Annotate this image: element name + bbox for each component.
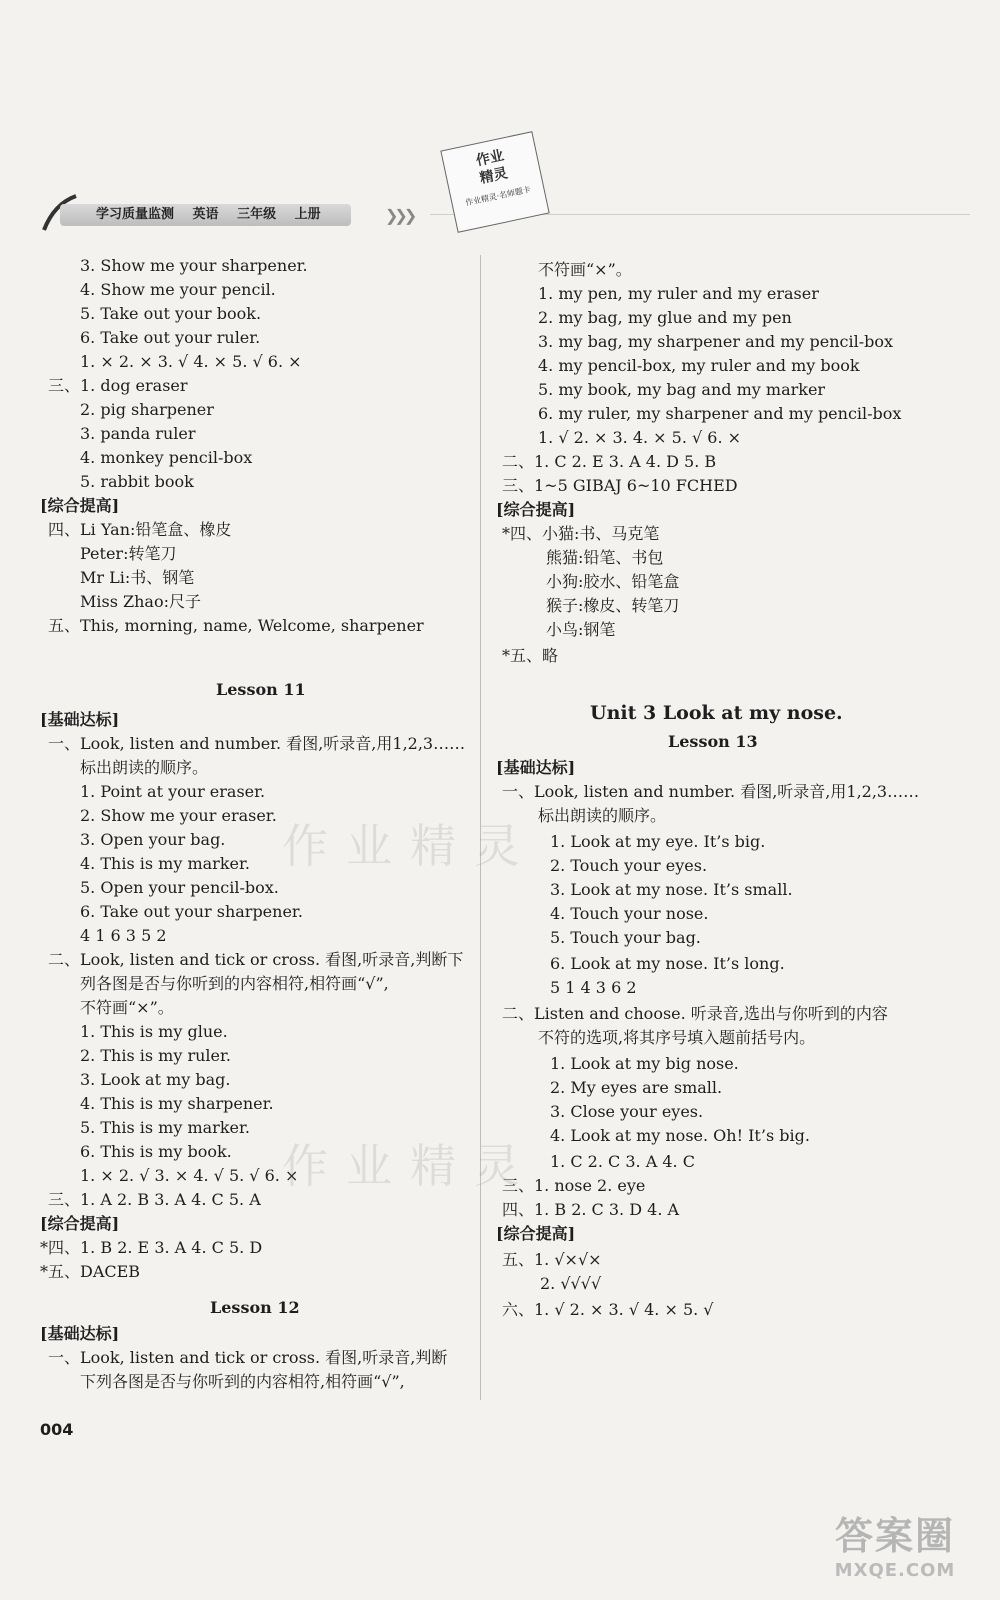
stamp-line2: 精灵 — [478, 165, 510, 187]
answer-line: 1. This is my glue. — [80, 1022, 228, 1041]
answer-line: 熊猫:铅笔、书包 — [546, 548, 664, 567]
section-label: [综合提高] — [496, 500, 576, 519]
answer-line: 小鸟:钢笔 — [546, 620, 616, 639]
answer-line: 6. Take out your ruler. — [80, 328, 261, 347]
answer-line: Mr Li:书、钢笔 — [80, 568, 195, 587]
answer-line: 六、1. √ 2. × 3. √ 4. × 5. √ — [502, 1300, 714, 1319]
answer-line: 1. my pen, my ruler and my eraser — [538, 284, 819, 303]
answer-line: 2. √√√√ — [540, 1274, 602, 1293]
unit-3-title: Unit 3 Look at my nose. — [590, 702, 843, 724]
answer-line: 五、1. √×√× — [502, 1250, 602, 1269]
stamp-line1: 作业 — [474, 147, 506, 170]
section-label: [基础达标] — [40, 1324, 120, 1343]
answer-line: 2. This is my ruler. — [80, 1046, 231, 1065]
answer-line: 五、This, morning, name, Welcome, sharpener — [48, 616, 424, 635]
answer-line: 2. Show me your eraser. — [80, 806, 277, 825]
answer-line: 1. Look at my eye. It’s big. — [550, 832, 766, 851]
corner-logo-sub: MXQE.COM — [834, 1560, 956, 1581]
page-number: 004 — [40, 1420, 74, 1439]
answer-line: 5. Take out your book. — [80, 304, 262, 323]
answer-line: 1. C 2. C 3. A 4. C — [550, 1152, 695, 1171]
answer-line: *四、1. B 2. E 3. A 4. C 5. D — [40, 1238, 263, 1257]
answer-line: 四、1. B 2. C 3. D 4. A — [502, 1200, 680, 1219]
answer-line: 4 1 6 3 5 2 — [80, 926, 167, 945]
header-pill — [60, 204, 351, 226]
answer-line: 4. Show me your pencil. — [80, 280, 276, 299]
answer-line: 四、Li Yan:铅笔盒、橡皮 — [48, 520, 232, 539]
answer-line: 3. my bag, my sharpener and my pencil-box — [538, 332, 894, 351]
header-bar — [40, 200, 420, 230]
stamp-line3: 作业精灵·名师题卡 — [464, 184, 532, 208]
answer-line: 不符画“×”。 — [538, 260, 632, 279]
answer-line: 4. monkey pencil-box — [80, 448, 253, 467]
answer-line: 三、1. A 2. B 3. A 4. C 5. A — [48, 1190, 261, 1209]
answer-line: Miss Zhao:尺子 — [80, 592, 201, 611]
answer-line: 三、1. dog eraser — [48, 376, 188, 395]
section-label: [基础达标] — [40, 710, 120, 729]
section-label: [综合提高] — [40, 496, 120, 515]
header-volume: 上册 — [294, 207, 321, 222]
answer-line: 一、Look, listen and tick or cross. 看图,听录音,判断 — [48, 1348, 448, 1367]
corner-logo — [810, 1505, 980, 1595]
answer-line: 5. Open your pencil-box. — [80, 878, 279, 897]
lesson-13-title: Lesson 13 — [668, 732, 758, 751]
stamp-logo — [440, 131, 549, 233]
answer-line: 下列各图是否与你听到的内容相符,相符画“√”, — [80, 1372, 405, 1391]
header-series: 学习质量监测 — [96, 207, 175, 222]
answer-line: 不符画“×”。 — [80, 998, 174, 1017]
answer-line: 6. my ruler, my sharpener and my pencil-box — [538, 404, 902, 423]
watermark: 作业精灵 — [282, 819, 538, 873]
answer-line: 一、Look, listen and number. 看图,听录音,用1,2,3…… — [502, 782, 920, 801]
answer-line: 5. rabbit book — [80, 472, 194, 491]
answer-line: 3. panda ruler — [80, 424, 196, 443]
answer-line: 2. My eyes are small. — [550, 1078, 723, 1097]
answer-line: 1. Point at your eraser. — [80, 782, 266, 801]
corner-logo-main: 答案圈 — [834, 1514, 955, 1558]
answer-line: *四、小猫:书、马克笔 — [502, 524, 660, 543]
answer-line: 标出朗读的顺序。 — [80, 758, 209, 777]
answer-line: 三、1. nose 2. eye — [502, 1176, 646, 1195]
answer-line: *五、DACEB — [40, 1262, 141, 1281]
answer-line: 2. pig sharpener — [80, 400, 214, 419]
chevron-right-icon: ❯❯❯ — [385, 206, 414, 225]
answer-line: 3. Look at my bag. — [80, 1070, 231, 1089]
section-label: [综合提高] — [40, 1214, 120, 1233]
answer-line: 4. my pencil-box, my ruler and my book — [538, 356, 860, 375]
answer-line: 1. Look at my big nose. — [550, 1054, 739, 1073]
answer-line: 2. my bag, my glue and my pen — [538, 308, 792, 327]
lesson-12-title: Lesson 12 — [210, 1298, 300, 1317]
answer-line: 2. Touch your eyes. — [550, 856, 708, 875]
answer-line: 猴子:橡皮、转笔刀 — [546, 596, 680, 615]
watermark: 作业精灵 — [282, 1139, 538, 1193]
answer-line: 6. Take out your sharpener. — [80, 902, 303, 921]
answer-line: 一、Look, listen and number. 看图,听录音,用1,2,3…… — [48, 734, 466, 753]
answer-line: 4. Look at my nose. Oh! It’s big. — [550, 1126, 810, 1145]
answer-line: 5. my book, my bag and my marker — [538, 380, 826, 399]
answer-line: 列各图是否与你听到的内容相符,相符画“√”, — [80, 974, 389, 993]
answer-line: 3. Close your eyes. — [550, 1102, 704, 1121]
answer-line: 标出朗读的顺序。 — [538, 806, 667, 825]
answer-line: 6. Look at my nose. It’s long. — [550, 954, 785, 973]
answer-line: 1. × 2. √ 3. × 4. √ 5. √ 6. × — [80, 1166, 299, 1185]
answer-line: 4. This is my marker. — [80, 854, 250, 873]
section-label: [综合提高] — [496, 1224, 576, 1243]
answer-line: Peter:转笔刀 — [80, 544, 177, 563]
answer-line: 4. Touch your nose. — [550, 904, 709, 923]
section-label: [基础达标] — [496, 758, 576, 777]
answer-line: 3. Show me your sharpener. — [80, 256, 308, 275]
answer-line: 二、Look, listen and tick or cross. 看图,听录音,判断下 — [48, 950, 464, 969]
answer-line: 6. This is my book. — [80, 1142, 232, 1161]
answer-line: 二、1. C 2. E 3. A 4. D 5. B — [502, 452, 717, 471]
answer-line: 5 1 4 3 6 2 — [550, 978, 637, 997]
header-grade: 三年级 — [237, 207, 277, 222]
answer-line: 三、1~5 GIBAJ 6~10 FCHED — [502, 476, 738, 495]
answer-line: 3. Open your bag. — [80, 830, 226, 849]
answer-line: 5. This is my marker. — [80, 1118, 250, 1137]
answer-line: 5. Touch your bag. — [550, 928, 701, 947]
answer-line: *五、略 — [502, 646, 559, 665]
answer-line: 不符的选项,将其序号填入题前括号内。 — [538, 1028, 816, 1047]
answer-line: 二、Listen and choose. 听录音,选出与你听到的内容 — [502, 1004, 888, 1023]
lesson-11-title: Lesson 11 — [216, 680, 306, 699]
answer-line: 3. Look at my nose. It’s small. — [550, 880, 793, 899]
answer-line: 4. This is my sharpener. — [80, 1094, 274, 1113]
answer-line: 1. × 2. × 3. √ 4. × 5. √ 6. × — [80, 352, 302, 371]
answer-line: 小狗:胶水、铅笔盒 — [546, 572, 680, 591]
header-subject: 英语 — [192, 207, 219, 222]
answer-line: 1. √ 2. × 3. 4. × 5. √ 6. × — [538, 428, 742, 447]
